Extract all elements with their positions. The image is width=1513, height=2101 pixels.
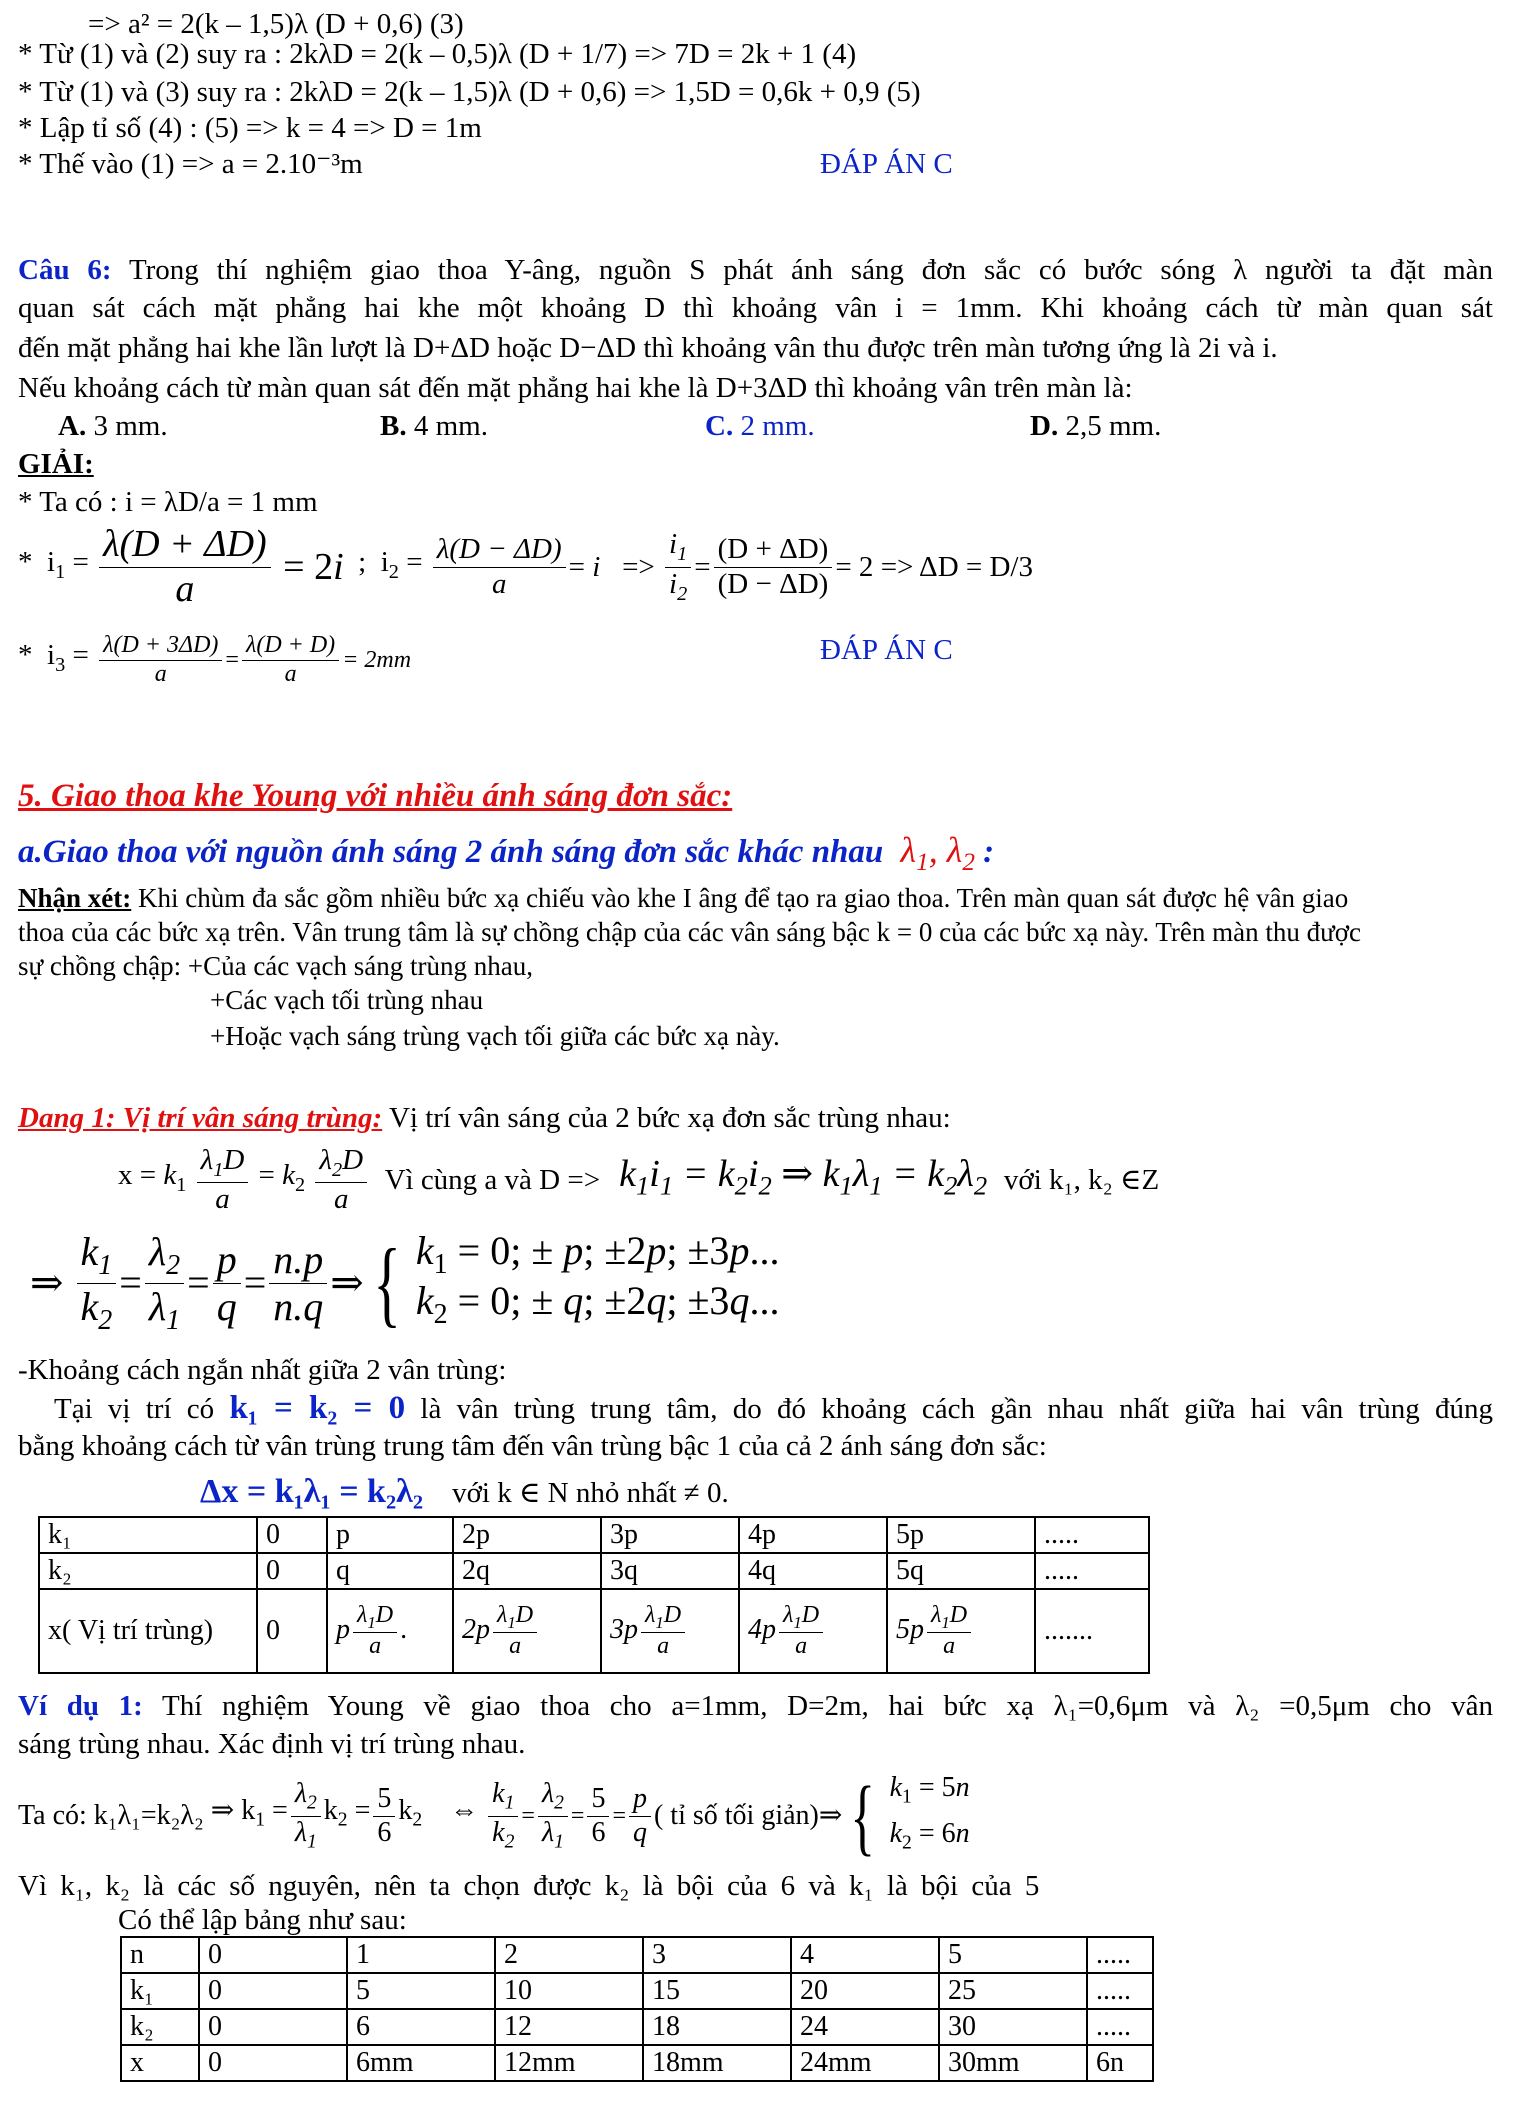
- dang1-label: Dang 1: Vị trí vân sáng trùng:: [18, 1102, 383, 1134]
- table-cell: 3p: [601, 1517, 739, 1553]
- dang1-formula-2: ⇒ $\frac{k_1}{k_2}$ = $\frac{\lambda_2}{\lambda_1}$ = $\frac{p}{q}$ = $\frac{n.p}{n.q}$ ⇒ { $k_1 = 0$; ± p; ±2p; ±3p... $k_2 = 0$; ± q; ±2q; ±3q...: [30, 1228, 780, 1336]
- table-cell: 2p $\frac{\lambda_1D}{a}$: [453, 1589, 601, 1673]
- table-cell: 5p $\frac{\lambda_1D}{a}$: [887, 1589, 1035, 1673]
- remark-line-5: +Hoặc vạch sáng trùng vạch tối giữa các bức xạ này.: [210, 1021, 780, 1051]
- option-a-key: A.: [58, 410, 87, 442]
- p1-k: k₁ = k₂ = 0: [229, 1390, 406, 1426]
- table-cell: 30: [939, 2009, 1087, 2045]
- table-cell: p: [327, 1517, 453, 1553]
- table-cell: x: [121, 2045, 199, 2081]
- table-cell: 0: [257, 1517, 327, 1553]
- table-cell: 2q: [453, 1553, 601, 1589]
- remark-line-3: sự chồng chập: +Của các vạch sáng trùng nhau,: [18, 951, 533, 981]
- dx-tail: với k ∈ N nhỏ nhất ≠ 0.: [452, 1477, 729, 1509]
- solution-line-2: * $i_1$ = $\frac{\lambda(D + \Delta D)}{a}$ = 2i ; $i_2$ = $\frac{\lambda(D - \Delta D)}{a}$ = i => $\frac{i_1}{i_2}$ = $\frac{(D + \Delta D)}{(D - \Delta D)}$ = 2 => ΔD = D/3: [18, 522, 1033, 610]
- q6-answer: ĐÁP ÁN C: [820, 634, 953, 666]
- table-cell: n: [121, 1937, 199, 1973]
- table-cell: 0: [199, 2009, 347, 2045]
- table-cell: 30mm: [939, 2045, 1087, 2081]
- dang1-line: [18, 1100, 951, 1136]
- q6-label: Câu 6:: [18, 254, 112, 286]
- dang1-para-2: bằng khoảng cách từ vân trùng trung tâm đến vân trùng bậc 1 của cả 2 ánh sáng đơn sắc:: [18, 1430, 1047, 1462]
- table-cell: 3p $\frac{\lambda_1D}{a}$: [601, 1589, 739, 1673]
- x-coef: 3p: [610, 1613, 638, 1645]
- top-line-3: * Từ (1) và (3) suy ra : 2kλD = 2(k – 1,5)λ (D + 0,6) => 1,5D = 0,6k + 0,9 (5): [18, 76, 921, 108]
- q6-line-4: Nếu khoảng cách từ màn quan sát đến mặt phẳng hai khe là D+3ΔD thì khoảng vân trên màn là:: [18, 372, 1133, 404]
- table-cell: 2p: [453, 1517, 601, 1553]
- table-cell: 6: [347, 2009, 495, 2045]
- example1-note-2: Có thể lập bảng như sau:: [118, 1904, 407, 1936]
- remark-text-1: Khi chùm đa sắc gồm nhiều bức xạ chiếu vào khe I âng để tạo ra giao thoa. Trên màn quan sát được hệ vân giao: [138, 883, 1349, 913]
- top-answer: ĐÁP ÁN C: [820, 148, 953, 180]
- q6-text-1: Trong thí nghiệm giao thoa Y-âng, nguồn S phát ánh sáng đơn sắc có bước sóng λ người ta đặt màn: [128, 254, 1493, 286]
- table-cell: x( Vị trí trùng): [39, 1589, 257, 1673]
- option-c-key: C.: [705, 410, 734, 442]
- x-coef: p: [336, 1613, 350, 1645]
- table-cell: 4q: [739, 1553, 887, 1589]
- table-row: [121, 1937, 1153, 1973]
- solution-line-3: * $i_3$ = $\frac{\lambda(D + 3\Delta D)}{a}$ = $\frac{\lambda(D + D)}{a}$ = 2mm: [18, 631, 412, 687]
- table-row: [39, 1517, 1149, 1553]
- table-cell: 0: [199, 2045, 347, 2081]
- table-cell: 20: [791, 1973, 939, 2009]
- top-line-4: * Lập tỉ số (4) : (5) => k = 4 => D = 1m: [18, 112, 482, 144]
- q6-line-1: [18, 252, 1493, 288]
- option-b[interactable]: [380, 408, 488, 444]
- q6-line-2: quan sát cách mặt phẳng hai khe một khoảng D thì khoảng vân i = 1mm. Khi khoảng cách từ màn quan sát: [18, 292, 1493, 324]
- table-row: [121, 1973, 1153, 2009]
- example1-formula: Ta có: k₁λ₁=k₂λ₂ ⇒ $k_1$ = $\frac{\lambda_2}{\lambda_1}$ $k_2$ = $\frac{5}{6}$ $k_2$ ⇔ $\frac{k_1}{k_2}$ = $\frac{\lambda_2}{\lambda_1}$ = $\frac{5}{6}$ = $\frac{p}{q}$ ( tỉ số tối giản) ⇒ { $k_1 = 5n$ $k_2 = 6n$: [18, 1768, 970, 1864]
- dang1-formula-1: $x = k_1$ $\frac{\lambda_1D}{a}$ = $k_2$ $\lambda_2D$ a Vì cùng a và D => $k_1i_1 = k_2i_2$ ⇒ $k_1\lambda_1 = k_2\lambda_2$ với k₁, k₂ ∈Z: [118, 1143, 1160, 1215]
- remark-line-1: [18, 880, 1348, 916]
- dang1-para-1: [54, 1390, 1493, 1427]
- option-d-key: D.: [1030, 410, 1059, 442]
- table-cell: 6mm: [347, 2045, 495, 2081]
- option-c-text: 2 mm.: [740, 410, 815, 442]
- x-coef: 2p: [462, 1613, 490, 1645]
- example1-text-1: Thí nghiệm Young về giao thoa cho a=1mm, D=2m, hai bức xạ λ₁=0,6μm và λ₂ =0,5μm cho vân: [162, 1690, 1493, 1722]
- table-cell: 5q: [887, 1553, 1035, 1589]
- option-b-text: 4 mm.: [413, 410, 488, 442]
- table-cell: 4: [791, 1937, 939, 1973]
- table-cell: 3: [643, 1937, 791, 1973]
- table-cell: 4p $\frac{\lambda_1D}{a}$: [739, 1589, 887, 1673]
- table-cell: 12: [495, 2009, 643, 2045]
- table-cell: p $\frac{\lambda_1D}{a}$ .: [327, 1589, 453, 1673]
- voi-k-text: với k₁, k₂ ∈Z: [1003, 1164, 1160, 1196]
- top-line-2: * Từ (1) và (2) suy ra : 2kλD = 2(k – 0,5)λ (D + 1/7) => 7D = 2k + 1 (4): [18, 38, 857, 70]
- table-cell: 5: [939, 1937, 1087, 1973]
- table-coincidence: [38, 1516, 1150, 1674]
- vi-cung-text: Vì cùng a và D =>: [384, 1164, 601, 1196]
- delta-d-result: => ΔD = D/3: [880, 551, 1033, 583]
- remark-label: Nhận xét:: [18, 883, 132, 913]
- solution-label: GIẢI:: [18, 448, 94, 480]
- section-5a-text: a.Giao thoa với nguồn ánh sáng 2 ánh sáng đơn sắc khác nhau: [18, 834, 884, 870]
- dx-formula: Δx = k₁λ₁ = k₂λ₂: [200, 1473, 424, 1510]
- table-cell: 0: [199, 1973, 347, 2009]
- table-cell: 5p: [887, 1517, 1035, 1553]
- table-cell: 24: [791, 2009, 939, 2045]
- top-line-1: => a² = 2(k – 1,5)λ (D + 0,6) (3): [88, 8, 464, 40]
- shortest-distance: -Khoảng cách ngắn nhất giữa 2 vân trùng:: [18, 1354, 507, 1386]
- table-row: [39, 1589, 1149, 1673]
- table-cell: 5: [347, 1973, 495, 2009]
- option-d-text: 2,5 mm.: [1065, 410, 1162, 442]
- ratio-note: ( tỉ số tối giản): [653, 1800, 819, 1831]
- table-cell: 2: [495, 1937, 643, 1973]
- option-b-key: B.: [380, 410, 407, 442]
- example1-label: Ví dụ 1:: [18, 1690, 143, 1722]
- x-coef: 4p: [748, 1613, 776, 1645]
- q6-line-3: đến mặt phẳng hai khe lần lượt là D+ΔD hoặc D−ΔD thì khoảng vân thu được trên màn tương ứng là 2i và i.: [18, 332, 1278, 364]
- table-cell: .....: [1087, 2009, 1153, 2045]
- table-cell: q: [327, 1553, 453, 1589]
- table-row: [121, 2009, 1153, 2045]
- dang1-text: Vị trí vân sáng của 2 bức xạ đơn sắc trùng nhau:: [388, 1102, 951, 1134]
- option-a-text: 3 mm.: [93, 410, 168, 442]
- table-example: [120, 1936, 1154, 2082]
- table-cell: .....: [1087, 1937, 1153, 1973]
- table-cell: 0: [199, 1937, 347, 1973]
- table-cell: k₁: [121, 1973, 199, 2009]
- example1-note-1: Vì k₁, k₂ là các số nguyên, nên ta chọn được k₂ là bội của 6 và k₁ là bội của 5: [18, 1870, 1040, 1902]
- section-5-title: 5. Giao thoa khe Young với nhiều ánh sáng đơn sắc:: [18, 778, 733, 814]
- table-cell: 4p: [739, 1517, 887, 1553]
- section-5a-title: a.Giao thoa với nguồn ánh sáng 2 ánh sáng đơn sắc khác nhau $\lambda_1$, $\lambda_2$ :: [18, 830, 995, 877]
- table-cell: .....: [1087, 1973, 1153, 2009]
- x-coef: 5p: [896, 1613, 924, 1645]
- table-cell: 15: [643, 1973, 791, 2009]
- ta-co-text: Ta có: k₁λ₁=k₂λ₂: [18, 1800, 204, 1831]
- table-cell: k₁: [39, 1517, 257, 1553]
- table-cell: .....: [1035, 1517, 1149, 1553]
- table-cell: 12mm: [495, 2045, 643, 2081]
- option-a[interactable]: [58, 408, 168, 444]
- table-cell: k₂: [121, 2009, 199, 2045]
- remark-line-4: +Các vạch tối trùng nhau: [210, 985, 484, 1015]
- option-d[interactable]: [1030, 408, 1161, 444]
- table-cell: 0: [257, 1553, 327, 1589]
- table-cell: 18: [643, 2009, 791, 2045]
- dx-line: [200, 1474, 729, 1511]
- table-cell: 6n: [1087, 2045, 1153, 2081]
- table-row: [121, 2045, 1153, 2081]
- table-row: [39, 1553, 1149, 1589]
- table-cell: .......: [1035, 1589, 1149, 1673]
- remark-line-2: thoa của các bức xạ trên. Vân trung tâm là sự chồng chập của các vân sáng bậc k = 0 của các bức xạ này. Trên màn thu được: [18, 917, 1362, 947]
- table-cell: 1: [347, 1937, 495, 1973]
- table-cell: 0: [257, 1589, 327, 1673]
- option-c[interactable]: [705, 408, 815, 444]
- top-line-5: * Thế vào (1) => a = 2.10⁻³m: [18, 148, 363, 180]
- table-cell: 25: [939, 1973, 1087, 2009]
- table-cell: .....: [1035, 1553, 1149, 1589]
- table-cell: 24mm: [791, 2045, 939, 2081]
- example1-line-1: [18, 1688, 1493, 1724]
- p1-post: là vân trùng trung tâm, do đó khoảng cách gần nhau nhất giữa hai vân trùng đúng: [420, 1393, 1494, 1425]
- example1-line-2: sáng trùng nhau. Xác định vị trí trùng nhau.: [18, 1728, 526, 1760]
- table-cell: 3q: [601, 1553, 739, 1589]
- p1-pre: Tại vị trí có: [54, 1393, 215, 1425]
- table-cell: k₂: [39, 1553, 257, 1589]
- table-cell: 18mm: [643, 2045, 791, 2081]
- solution-line-1: * Ta có : i = λD/a = 1 mm: [18, 486, 318, 518]
- table-cell: 10: [495, 1973, 643, 2009]
